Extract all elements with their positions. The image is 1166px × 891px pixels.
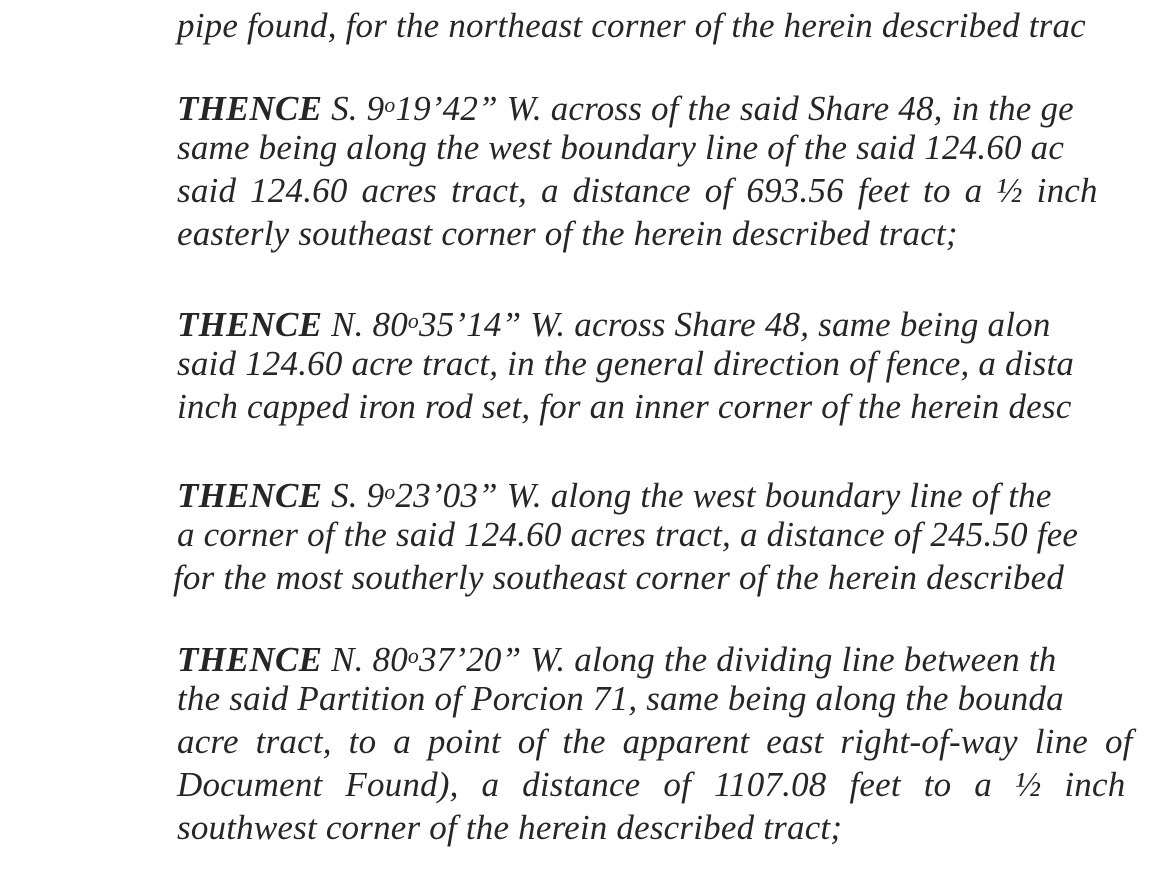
paragraph-1-line-2	[177, 127, 1064, 169]
thence-keyword: THENCE	[177, 640, 323, 680]
degree-symbol: o	[407, 309, 419, 333]
paragraph-4-line-2	[177, 678, 1064, 720]
degree-symbol: o	[384, 93, 396, 117]
paragraph-2-line-2	[177, 343, 1074, 385]
text-fragment: Document Found), a distance of 1107.08 feet to a ½ inch	[177, 765, 1126, 804]
paragraph-3-line-1	[177, 471, 1052, 517]
text-fragment: said 124.60 acre tract, in the general direction of fence, a dista	[177, 344, 1075, 383]
text-fragment: southwest corner of the herein described tract;	[177, 808, 843, 847]
bearing-text: 23’03” W. along the west boundary line of the	[395, 476, 1052, 516]
bearing-text: N. 80	[322, 305, 408, 345]
text-fragment: said 124.60 acres tract, a distance of 693.56 feet to a ½ inch	[177, 171, 1098, 210]
text-fragment: inch capped iron rod set, for an inner corner of the herein desc	[177, 387, 1072, 426]
degree-symbol: o	[407, 644, 419, 668]
paragraph-3-line-2	[177, 514, 1078, 556]
bearing-text: 37’20” W. along the dividing line between th	[418, 640, 1057, 680]
bearing-text: 19’42” W. across of the said Share 48, in the ge	[395, 89, 1074, 129]
text-line	[177, 5, 1086, 47]
paragraph-1-line-3	[177, 170, 1098, 212]
paragraph-4-line-1	[177, 635, 1056, 681]
text-fragment: a corner of the said 124.60 acres tract, a distance of 245.50 fee	[177, 515, 1079, 554]
text-fragment: the said Partition of Porcion 71, same being along the bounda	[177, 679, 1064, 718]
degree-symbol: o	[384, 480, 396, 504]
thence-keyword: THENCE	[177, 305, 323, 345]
paragraph-4-line-4	[177, 764, 1125, 806]
thence-keyword: THENCE	[177, 89, 323, 129]
bearing-text: N. 80	[322, 640, 408, 680]
bearing-text: S. 9	[322, 476, 385, 516]
paragraph-3-line-3	[173, 557, 1064, 599]
paragraph-2-line-1	[177, 300, 1051, 346]
text-fragment: same being along the west boundary line of the said 124.60 ac	[177, 128, 1065, 167]
text-fragment: acre tract, to a point of the apparent east right-of-way line of	[177, 722, 1133, 761]
thence-keyword: THENCE	[177, 476, 323, 516]
paragraph-2-line-3	[177, 386, 1071, 428]
text-fragment: for the most southerly southeast corner of the herein described	[173, 558, 1065, 597]
text-fragment: pipe found, for the northeast corner of the herein described trac	[177, 6, 1086, 45]
paragraph-4-line-3	[177, 721, 1133, 763]
paragraph-4-line-5	[177, 807, 842, 849]
paragraph-1-line-4	[177, 213, 958, 255]
text-fragment: easterly southeast corner of the herein described tract;	[177, 214, 958, 253]
paragraph-1-line-1	[177, 84, 1074, 130]
bearing-text: S. 9	[322, 89, 385, 129]
bearing-text: 35’14” W. across Share 48, same being alon	[418, 305, 1051, 345]
